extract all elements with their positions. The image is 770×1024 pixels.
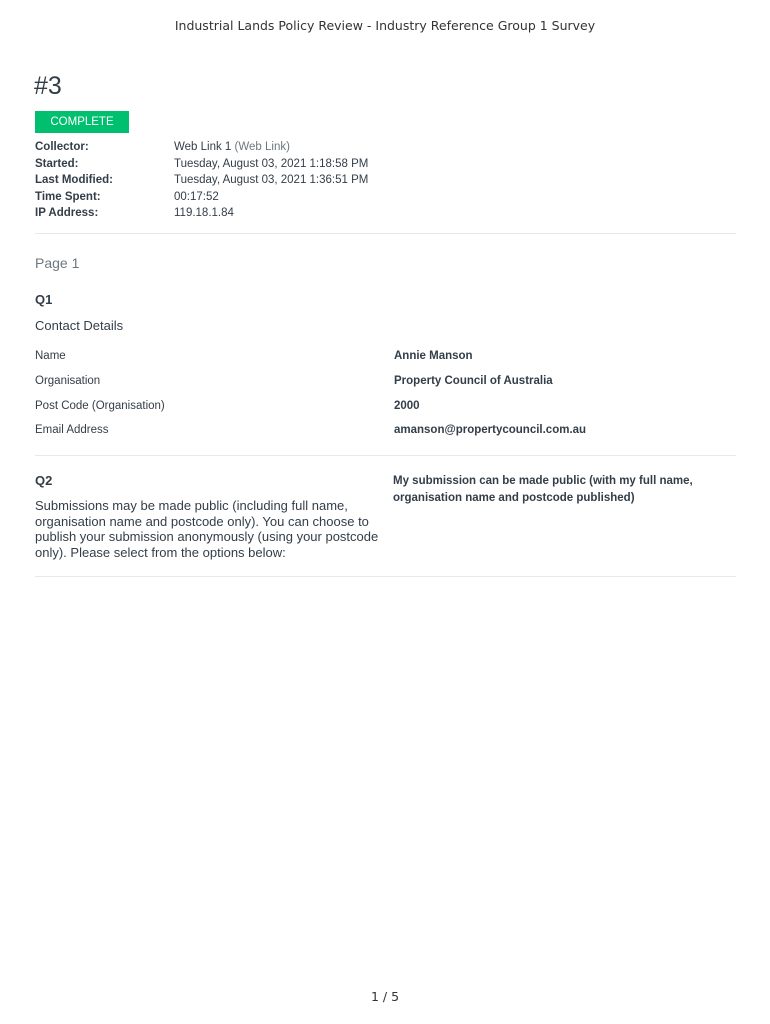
- meta-row-time-spent: [35, 189, 368, 206]
- field-label-organisation: Organisation: [35, 375, 101, 387]
- meta-row-collector: [35, 139, 368, 156]
- page-label: Page 1: [35, 255, 80, 271]
- ip-address-value: 119.18.1.84: [174, 207, 234, 219]
- q2-question-text: Submissions may be made public (including full name, organisation name and postcode only). You can choose to publish your submission anonymously (using your postcode only). Please select from the options below:: [35, 498, 379, 560]
- field-value-organisation: Property Council of Australia: [394, 375, 553, 387]
- collector-label: Collector:: [35, 141, 89, 153]
- field-value-name: Annie Manson: [394, 350, 473, 362]
- last-modified-label: Last Modified:: [35, 174, 113, 186]
- divider: [35, 233, 736, 234]
- q2-answer: My submission can be made public (with my full name, organisation name and postcode published): [393, 475, 693, 504]
- meta-row-started: [35, 156, 368, 173]
- divider: [35, 455, 736, 456]
- divider: [35, 576, 736, 577]
- page-number: 1 / 5: [370, 989, 400, 1004]
- field-label-name: Name: [35, 350, 66, 362]
- q2-number: Q2: [35, 473, 53, 488]
- response-number: #3: [34, 72, 62, 100]
- field-label-email: Email Address: [35, 424, 109, 436]
- started-value: Tuesday, August 03, 2021 1:18:58 PM: [174, 157, 369, 170]
- last-modified-value: Tuesday, August 03, 2021 1:36:51 PM: [174, 174, 369, 186]
- meta-row-last-modified: [35, 172, 368, 189]
- field-label-postcode: Post Code (Organisation): [35, 400, 165, 412]
- response-metadata: [35, 139, 368, 222]
- collector-type: (Web Link): [234, 141, 290, 153]
- status-badge: COMPLETE: [35, 111, 129, 133]
- q1-number: Q1: [35, 292, 53, 307]
- field-value-email: amanson@propertycouncil.com.au: [394, 424, 587, 436]
- document-header-title: Industrial Lands Policy Review - Industry Reference Group 1 Survey: [174, 18, 596, 33]
- meta-row-ip-address: [35, 205, 368, 222]
- ip-address-label: IP Address:: [35, 207, 99, 219]
- started-label: Started:: [35, 157, 79, 170]
- time-spent-value: 00:17:52: [174, 190, 219, 203]
- time-spent-label: Time Spent:: [35, 190, 101, 203]
- collector-value: Web Link 1: [174, 141, 232, 153]
- q1-title: Contact Details: [35, 318, 124, 333]
- field-value-postcode: 2000: [394, 400, 420, 412]
